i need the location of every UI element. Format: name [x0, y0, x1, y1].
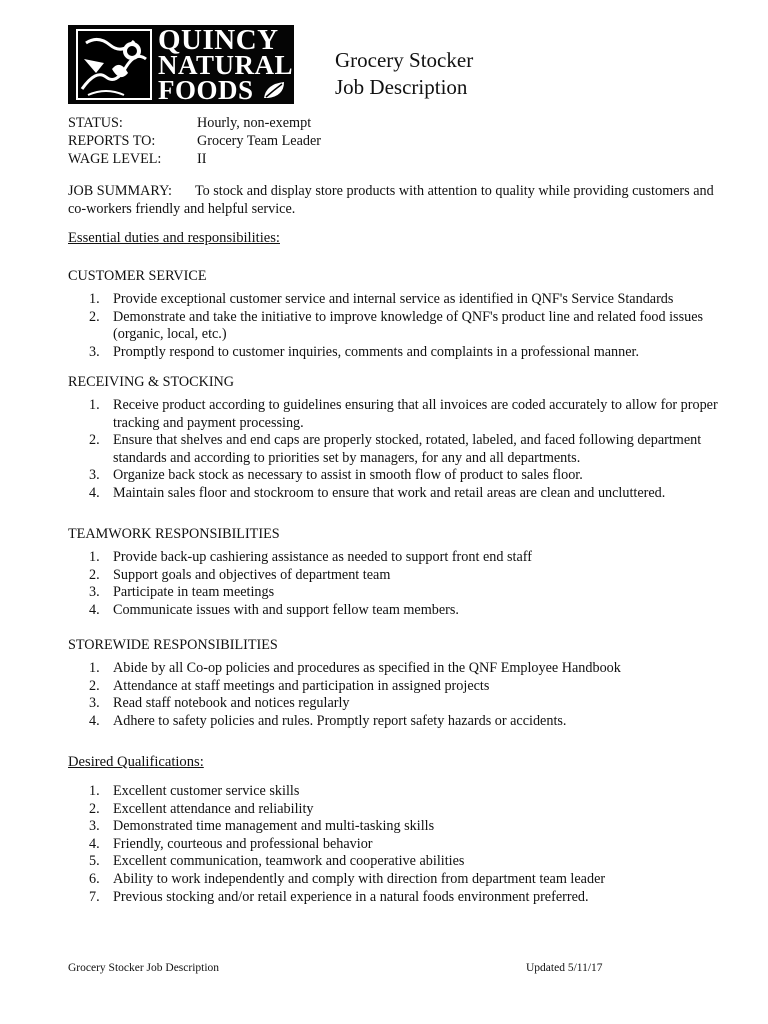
- list-item: 5. Excellent communication, teamwork and cooperative abilities: [89, 853, 465, 870]
- list-item: 4. Maintain sales floor and stockroom to ensure that work and retail areas are clean and uncluttered.: [89, 484, 666, 501]
- job-summary: [68, 182, 728, 218]
- logo-line-1: QUINCY: [158, 24, 279, 56]
- customer-service-list: [68, 291, 728, 361]
- section-title: STOREWIDE RESPONSIBILITIES: [68, 637, 278, 653]
- logo-line-2: NATURAL: [158, 50, 294, 80]
- list-item: 2. Attendance at staff meetings and participation in assigned projects: [89, 677, 490, 694]
- storewide-list: [68, 660, 728, 730]
- list-item: 2. Excellent attendance and reliability: [89, 800, 314, 817]
- section-title: CUSTOMER SERVICE: [68, 268, 207, 284]
- list-item: 3. Participate in team meetings: [89, 584, 275, 601]
- field-label: WAGE LEVEL:: [68, 151, 162, 167]
- qualifications-heading: Desired Qualifications:: [68, 754, 204, 770]
- list-item: 2. Ensure that shelves and end caps are properly stocked, rotated, labeled, and faced following department standards and according to priorities set by managers, for any and all departments.: [89, 432, 702, 466]
- list-item: 1. Receive product according to guidelines ensuring that all invoices are coded accurately to allow for proper tracking and payment processing.: [89, 397, 718, 431]
- title-line-1: Grocery Stocker: [335, 48, 474, 72]
- list-item: 1. Abide by all Co-op policies and procedures as specified in the QNF Employee Handbook: [89, 660, 621, 676]
- summary-label: JOB SUMMARY:: [68, 183, 172, 199]
- list-item: 3. Promptly respond to customer inquiries, comments and complaints in a professional manner.: [89, 343, 640, 360]
- footer-right: Updated 5/11/17: [526, 962, 603, 974]
- list-item: 6. Ability to work independently and comply with direction from department team leader: [89, 870, 606, 887]
- list-item: 3. Organize back stock as necessary to assist in smooth flow of product to sales floor.: [89, 467, 583, 484]
- list-item: 3. Demonstrated time management and multi-tasking skills: [89, 818, 435, 835]
- title-line-2: Job Description: [335, 75, 468, 99]
- receiving-list: [68, 397, 728, 503]
- section-title: TEAMWORK RESPONSIBILITIES: [68, 526, 280, 542]
- list-item: 1. Provide back-up cashiering assistance as needed to support front end staff: [89, 549, 532, 565]
- list-item: 1. Provide exceptional customer service and internal service as identified in QNF's Service Standards: [89, 291, 674, 307]
- company-logo: [68, 25, 294, 104]
- field-label: REPORTS TO:: [68, 133, 156, 149]
- field-value: II: [197, 151, 207, 167]
- teamwork-list: [68, 549, 728, 619]
- list-item: 2. Demonstrate and take the initiative to improve knowledge of QNF's product line and related food issues (organic, local, etc.): [89, 308, 704, 343]
- field-value: Grocery Team Leader: [197, 133, 321, 149]
- list-item: 3. Read staff notebook and notices regularly: [89, 695, 350, 712]
- list-item: 1. Excellent customer service skills: [89, 783, 300, 799]
- field-value: Hourly, non-exempt: [197, 115, 312, 131]
- page-title: [335, 47, 473, 101]
- logo-line-3: FOODS: [158, 75, 254, 105]
- list-item: 4. Friendly, courteous and professional behavior: [89, 835, 373, 852]
- qualifications-list: [68, 783, 728, 906]
- duties-heading: Essential duties and responsibilities:: [68, 230, 280, 246]
- list-item: 4. Adhere to safety policies and rules. Promptly report safety hazards or accidents.: [89, 712, 567, 729]
- logo-emblem-icon: [76, 29, 152, 100]
- list-item: 7. Previous stocking and/or retail experience in a natural foods environment preferred.: [89, 888, 589, 905]
- footer-left: Grocery Stocker Job Description: [68, 962, 220, 974]
- list-item: 2. Support goals and objectives of department team: [89, 566, 391, 583]
- summary-text: To stock and display store products with attention to quality while providing customers and co-workers friendly and helpful service.: [68, 183, 714, 217]
- logo-leaf-icon: [262, 80, 288, 100]
- field-label: STATUS:: [68, 115, 123, 131]
- list-item: 4. Communicate issues with and support fellow team members.: [89, 601, 459, 618]
- section-title: RECEIVING & STOCKING: [68, 374, 235, 390]
